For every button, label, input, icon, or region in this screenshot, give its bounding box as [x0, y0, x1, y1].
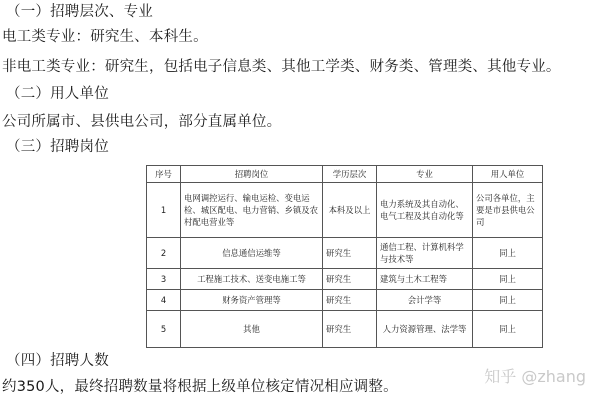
cell-number: 3 — [147, 269, 181, 290]
cell-number: 1 — [147, 183, 181, 238]
cell-number: 5 — [147, 311, 181, 348]
cell-education: 本科及以上 — [323, 183, 377, 238]
recruitment-table — [146, 165, 543, 348]
cell-major: 通信工程、计算机科学与技术等 — [377, 238, 473, 269]
section-post-heading: （三）招聘岗位 — [6, 139, 109, 155]
cell-number: 4 — [147, 290, 181, 311]
cell-unit: 同上 — [473, 238, 543, 269]
header-major: 专业 — [377, 166, 473, 183]
level-electrical-text: 电工类专业：研究生、本科生。 — [2, 29, 208, 45]
cell-major: 会计学等 — [377, 290, 473, 311]
header-education: 学历层次 — [323, 166, 377, 183]
section-count-heading: （四）招聘人数 — [6, 353, 109, 369]
cell-major: 电力系统及其自动化、电气工程及其自动化等 — [377, 183, 473, 238]
table-row — [147, 311, 543, 348]
cell-education: 研究生 — [323, 290, 377, 311]
cell-major: 人力资源管理、法学等 — [377, 311, 473, 348]
section-unit-heading: （二）用人单位 — [6, 86, 109, 102]
section-level-heading: （一）招聘层次、专业 — [6, 4, 153, 20]
table-row — [147, 290, 543, 311]
table-row — [147, 183, 543, 238]
cell-post: 信息通信运维等 — [181, 238, 323, 269]
cell-number: 2 — [147, 238, 181, 269]
table-row — [147, 238, 543, 269]
cell-unit: 同上 — [473, 311, 543, 348]
header-unit: 用人单位 — [473, 166, 543, 183]
header-number: 序号 — [147, 166, 181, 183]
cell-education: 研究生 — [323, 311, 377, 348]
cell-unit: 同上 — [473, 269, 543, 290]
cell-post: 财务资产管理等 — [181, 290, 323, 311]
count-text: 约350人，最终招聘数量将根据上级单位核定情况相应调整。 — [2, 379, 398, 395]
cell-major: 建筑与土木工程等 — [377, 269, 473, 290]
table-header-row — [147, 166, 543, 183]
unit-text: 公司所属市、县供电公司，部分直属单位。 — [2, 114, 282, 130]
source-watermark: 知乎 @zhang — [484, 367, 586, 386]
header-post: 招聘岗位 — [181, 166, 323, 183]
table-row — [147, 269, 543, 290]
cell-education: 研究生 — [323, 238, 377, 269]
cell-post: 其他 — [181, 311, 323, 348]
cell-post: 电网调控运行、输电运检、变电运检、城区配电、电力营销、乡镇及农村配电营业等 — [181, 183, 323, 238]
level-non-electrical-text: 非电工类专业：研究生，包括电子信息类、其他工学类、财务类、管理类、其他专业。 — [2, 59, 561, 75]
cell-unit: 同上 — [473, 290, 543, 311]
cell-education: 研究生 — [323, 269, 377, 290]
cell-unit: 公司各单位，主要是市县供电公司 — [473, 183, 543, 238]
cell-post: 工程施工技术、送变电施工等 — [181, 269, 323, 290]
